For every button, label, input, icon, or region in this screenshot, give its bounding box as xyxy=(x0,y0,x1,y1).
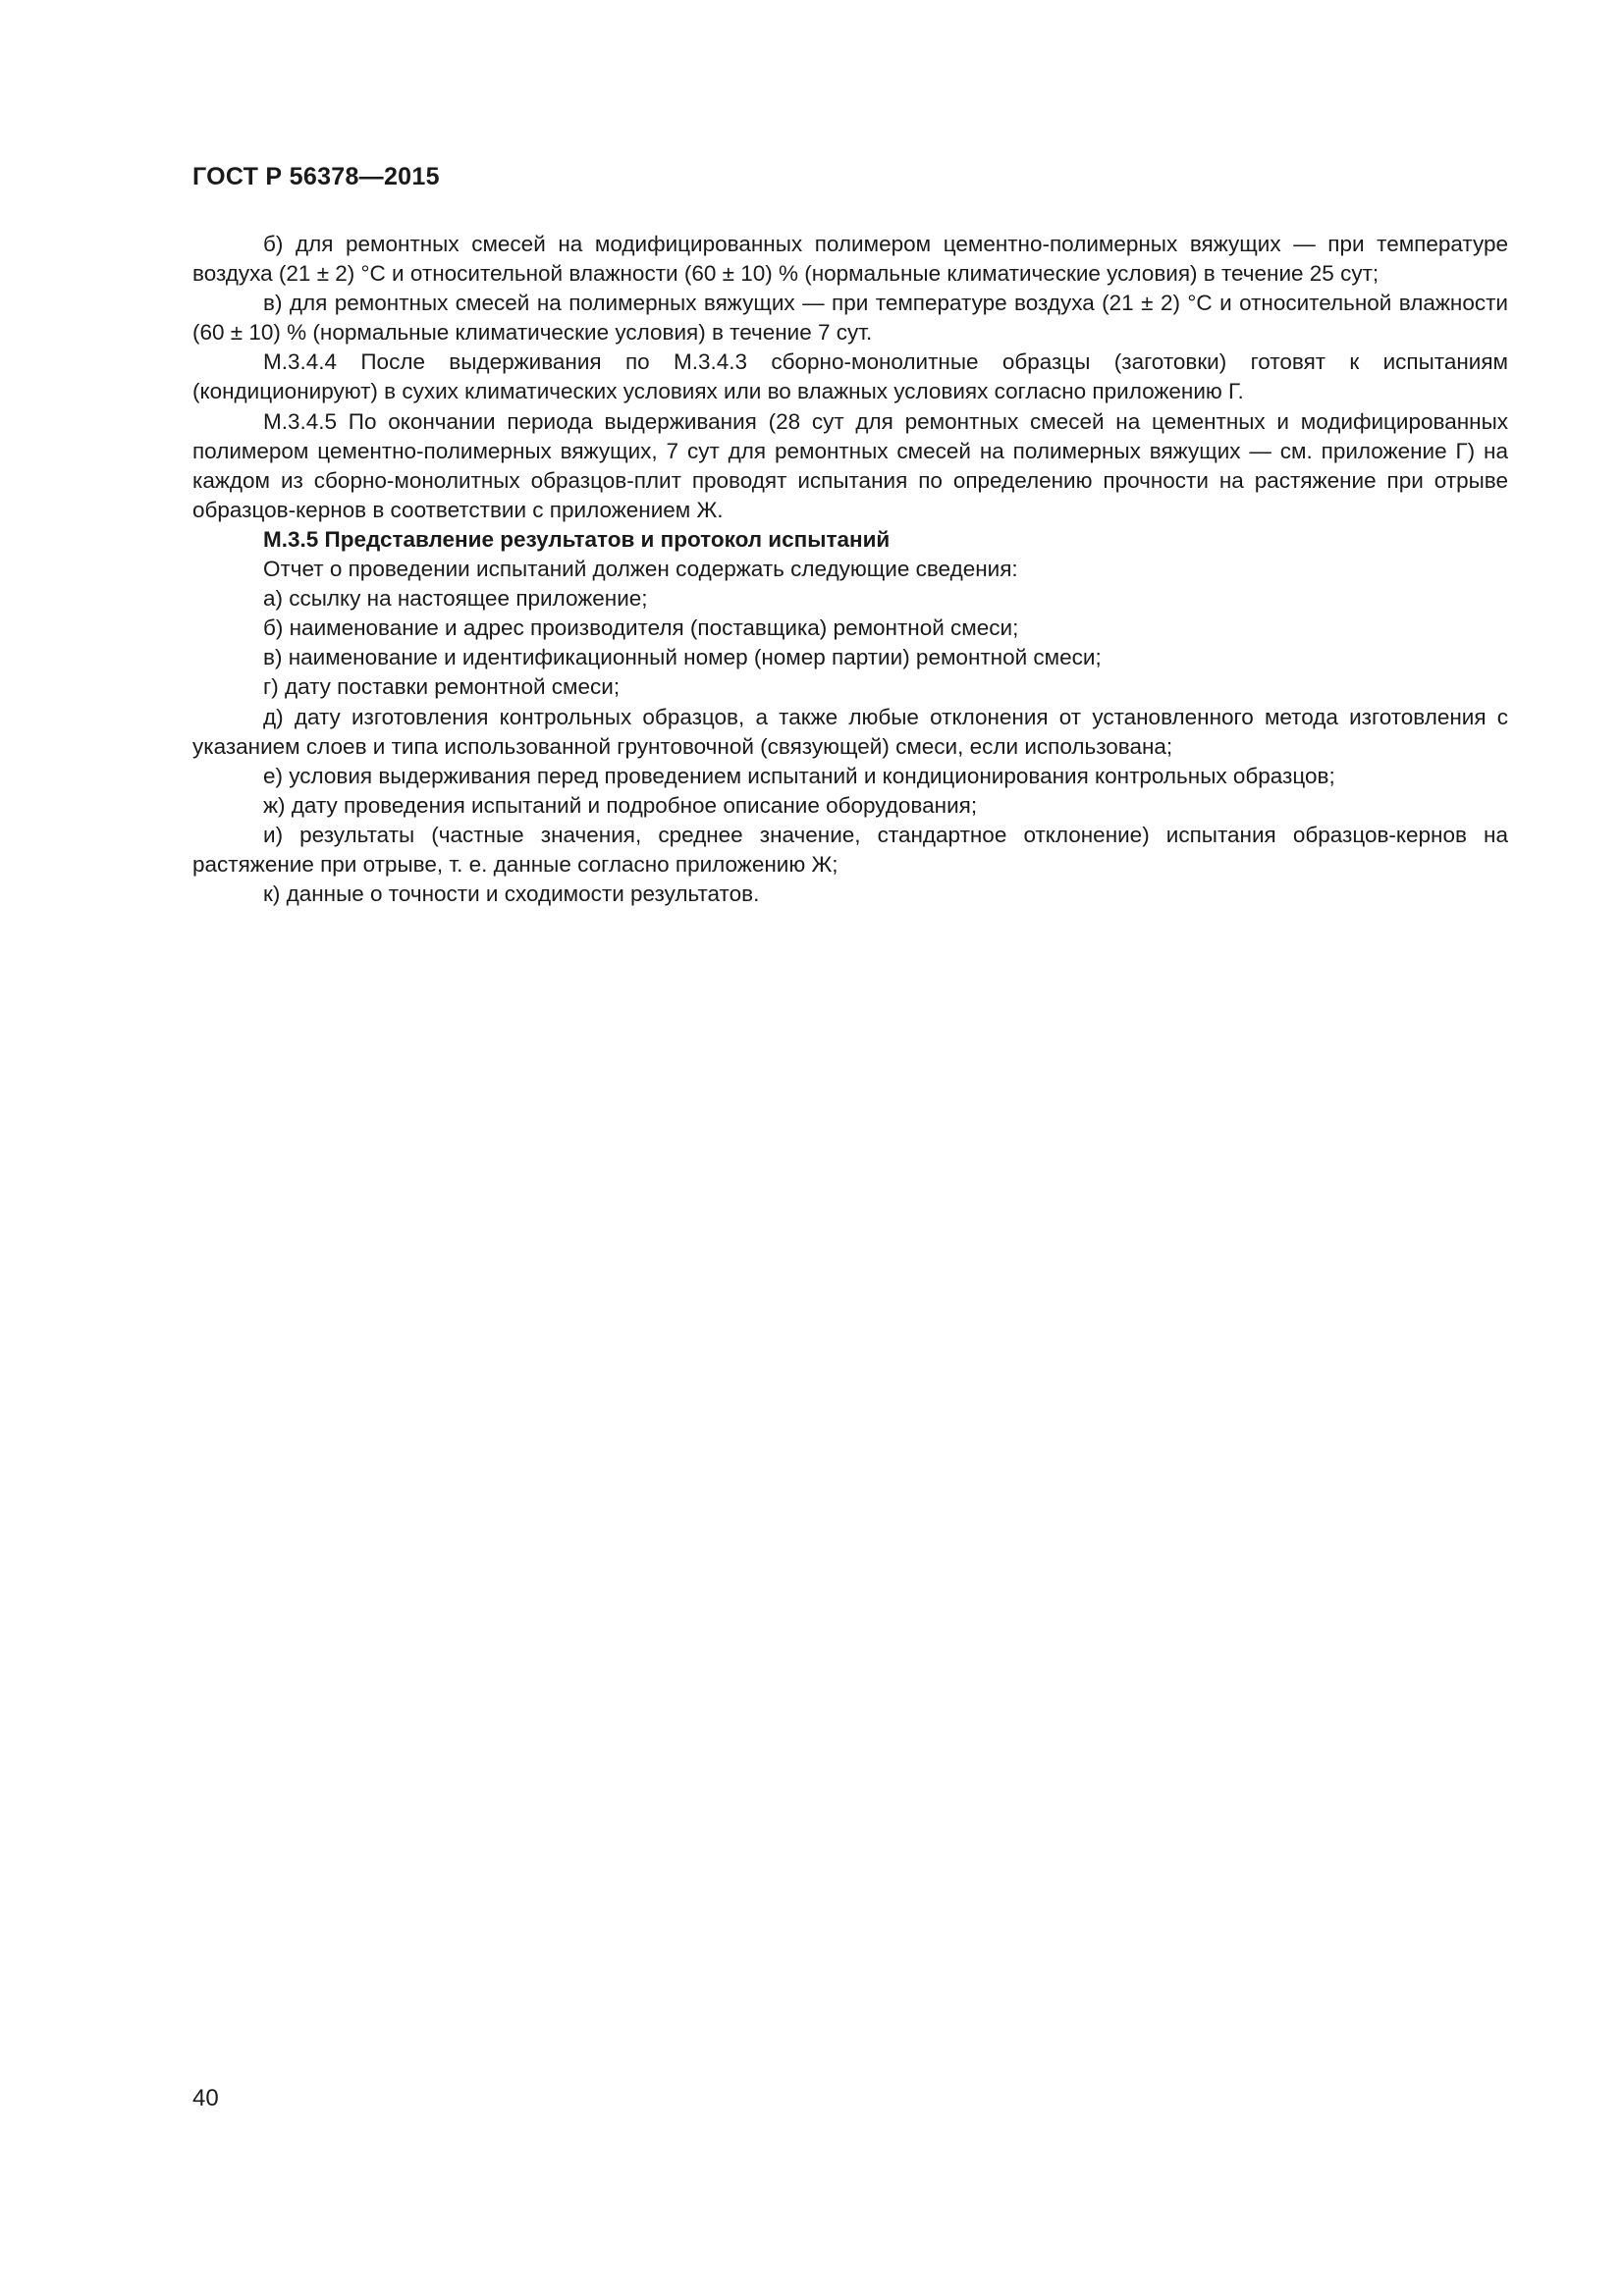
list-item-e: е) условия выдерживания перед проведением испытаний и кондиционирования контрольных образцов; xyxy=(263,763,1335,788)
list-item-g: г) дату поставки ремонтной смеси; xyxy=(263,674,621,700)
paragraph-m-3-4-5: М.3.4.5 По окончании периода выдерживания (28 сут для ремонтных смесей на цементных и модифицированных полимером цементно-полимерных вяжущих, 7 сут для ремонтных смесей на полимерных вяжущих — см. приложение Г) на каждом из сборно-монолитных образцов-плит проводят испытания по определению прочности на растяжение при отрыве образцов-кернов в соответствии с приложением Ж. xyxy=(192,408,1508,522)
paragraph-b-cement-polymer: б) для ремонтных смесей на модифицированных полимером цементно-полимерных вяжущих — при температуре воздуха (21 ± 2) °С и относительной влажности (60 ± 10) % (нормальные климатические условия) в течение 25 сут; xyxy=(192,232,1508,287)
list-item-k: к) данные о точности и сходимости результатов. xyxy=(263,881,760,907)
list-item-b: б) наименование и адрес производителя (поставщика) ремонтной смеси; xyxy=(263,615,1019,641)
list-item-zh: ж) дату проведения испытаний и подробное описание оборудования; xyxy=(263,792,978,818)
list-item-d: д) дату изготовления контрольных образцов, а также любые отклонения от установленного метода изготовления с указанием слоев и типа использованной грунтовочной (связующей) смеси, если использована; xyxy=(192,704,1508,759)
list-item-i: и) результаты (частные значения, среднее значение, стандартное отклонение) испытания образцов-кернов на растяжение при отрыве, т. е. данные согласно приложению Ж; xyxy=(192,822,1508,877)
document-body xyxy=(192,230,1508,909)
report-intro: Отчет о проведении испытаний должен содержать следующие сведения: xyxy=(263,557,1018,582)
paragraph-v-polymer: в) для ремонтных смесей на полимерных вяжущих — при температуре воздуха (21 ± 2) °С и относительной влажности (60 ± 10) % (нормальные климатические условия) в течение 7 сут. xyxy=(192,291,1508,346)
document-header: ГОСТ Р 56378—2015 xyxy=(192,163,440,190)
list-item-v: в) наименование и идентификационный номер (номер партии) ремонтной смеси; xyxy=(263,645,1102,670)
paragraph-m-3-4-4: М.3.4.4 После выдерживания по М.3.4.3 сборно-монолитные образцы (заготовки) готовят к испытаниям (кондиционируют) в сухих климатических условиях или во влажных условиях согласно приложению Г. xyxy=(192,349,1508,404)
list-item-a: а) ссылку на настоящее приложение; xyxy=(263,586,648,612)
page-number: 40 xyxy=(192,2085,219,2111)
section-heading-m-3-5: М.3.5 Представление результатов и протокол испытаний xyxy=(263,526,891,552)
